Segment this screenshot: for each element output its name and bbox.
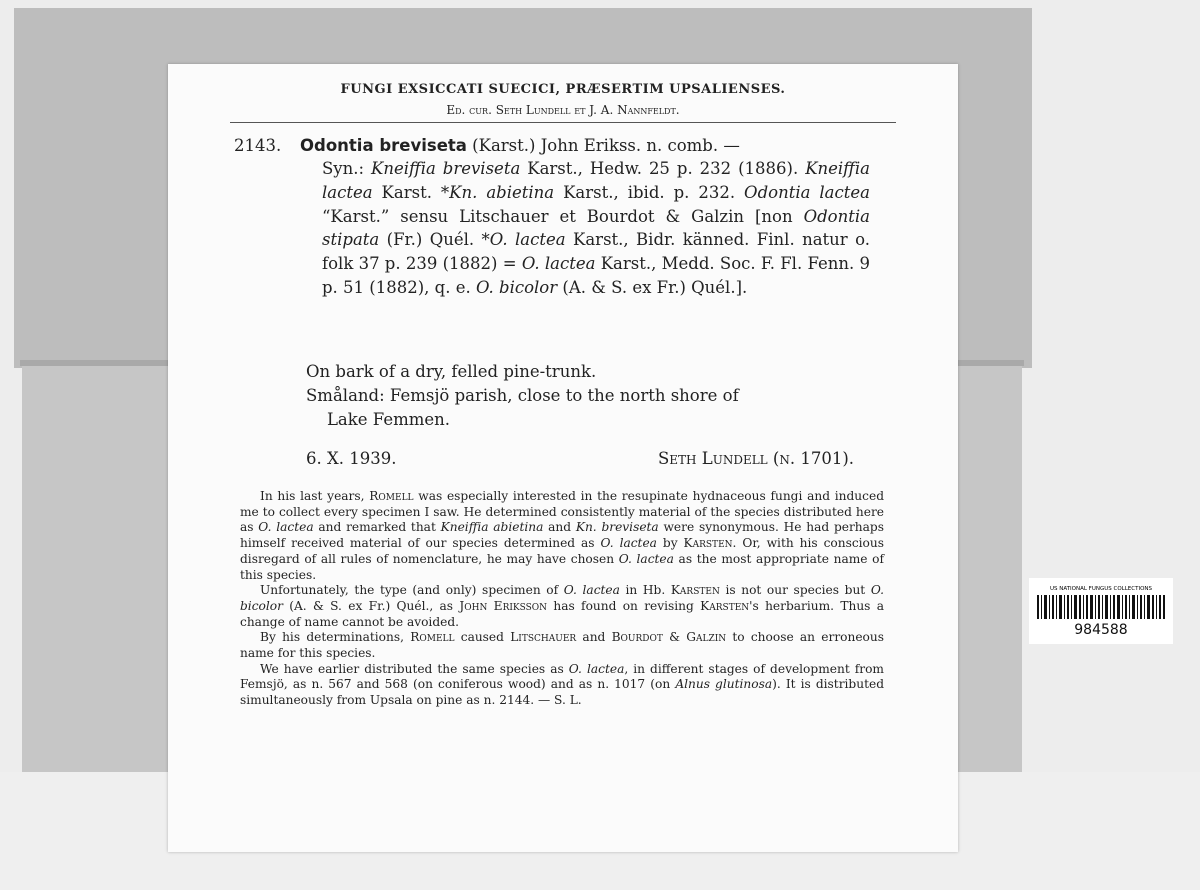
barcode-label (1029, 578, 1173, 644)
collection-date: 6. X. 1939. (306, 449, 397, 468)
note-paragraph: Unfortunately, the type (and only) specimen of O. lactea in Hb. Karsten is not our species but O. bicolor (A. & S. ex Fr.) Quél., as John Eriksson has found on revising Karsten's herbarium. Thus a change of name cannot be avoided. (240, 583, 885, 629)
specimen-label (168, 64, 958, 852)
habitat-locality (306, 360, 876, 431)
species-name: Odontia breviseta (300, 136, 467, 155)
note-paragraph: By his determinations, Romell caused Litschauer and Bourdot & Galzin to choose an erroneous name for this species. (240, 630, 884, 661)
taxon-name-line (300, 134, 740, 158)
barcode-icon (1037, 595, 1165, 619)
notes (240, 489, 884, 709)
substrate: On bark of a dry, felled pine-trunk. (306, 362, 597, 381)
barcode-number: 984588 (1074, 622, 1128, 638)
series-title: FUNGI EXSICCATI SUECICI, PRÆSERTIM UPSALIENSES. (340, 82, 786, 97)
synonymy: Syn.: Kneiffia breviseta Karst., Hedw. 25 p. 232 (1886). Kneiffia lactea Karst. *Kn. abietina Karst., ibid. p. 232. Odontia lactea “Karst.” sensu Litschauer et Bourdot & Galzin [non Odontia stipata (Fr.) Quél. *O. lactea Karst., Bidr. känned. Finl. natur o. folk 37 p. 239 (1882) = O. lactea Karst., Medd. Soc. F. Fl. Fenn. 9 p. 51 (1882), q. e. O. bicolor (A. & S. ex Fr.) Quél.]. (322, 159, 871, 297)
note-paragraph: We have earlier distributed the same species as O. lactea, in different stages of development from Femsjö, as n. 567 and 568 (on coniferous wood) and as n. 1017 (on Alnus glutinosa). It is distributed simultaneously from Upsala on pine as n. 2144. — S. L. (240, 661, 884, 708)
note-paragraph: In his last years, Romell was especially interested in the resupinate hydnaceous fungi and induced me to collect every specimen I saw. He determined consistently material of the species distributed here as O. lactea and remarked that Kneiffia abietina and Kn. breviseta were synonymous. He had perhaps himself received material of our species determined as O. lactea by Karsten. Or, with his conscious disregard of all rules of nomenclature, he may have chosen O. lactea as the most appropriate name of this species. (240, 489, 884, 582)
exsiccata-number: 2143. (234, 136, 282, 155)
editors-line: Ed. cur. Seth Lundell et J. A. Nannfeldt. (446, 103, 680, 117)
locality: Småland: Femsjö parish, close to the north shore of Lake Femmen. (306, 385, 739, 429)
collector: Seth Lundell (n. 1701). (657, 449, 854, 468)
barcode-institution: US NATIONAL FUNGUS COLLECTIONS (1049, 586, 1153, 592)
species-authority: (Karst.) John Erikss. n. comb. — (466, 136, 740, 155)
header-divider (230, 122, 896, 123)
